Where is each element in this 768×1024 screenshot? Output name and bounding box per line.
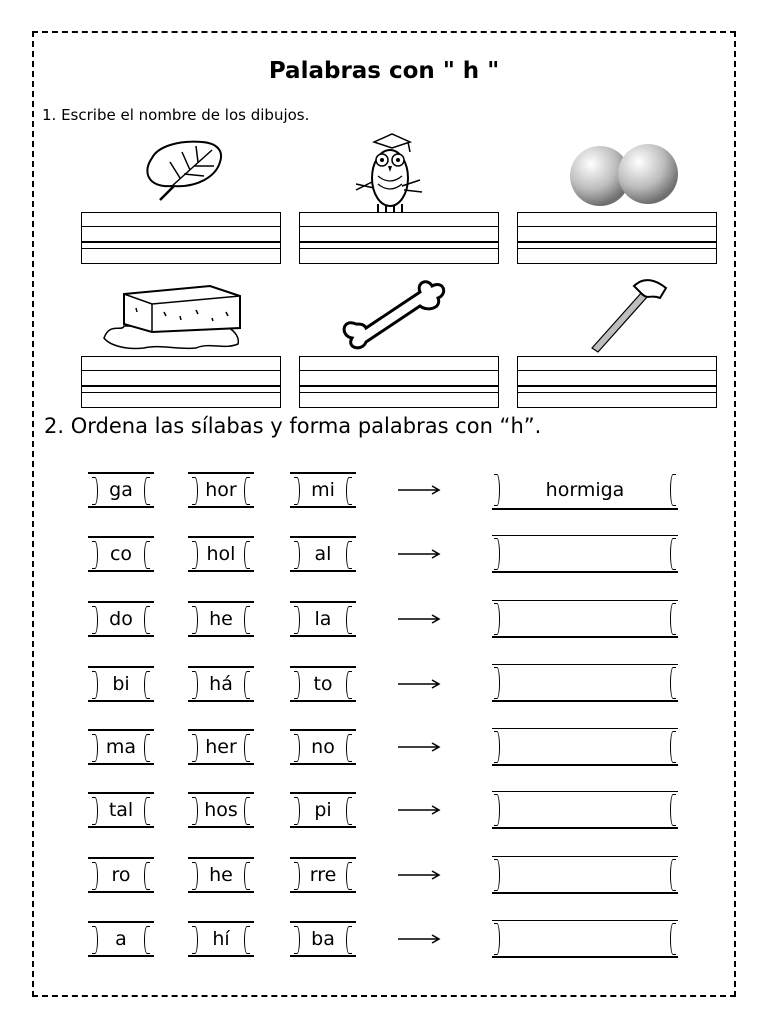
syllable-box: co: [88, 536, 154, 572]
syllable-box: la: [290, 601, 356, 637]
syllable-box: her: [188, 729, 254, 765]
answer-field[interactable]: [492, 535, 678, 573]
arrow-right-icon: [398, 614, 442, 624]
answer-field[interactable]: [492, 791, 678, 829]
write-lines-axe[interactable]: [517, 356, 717, 408]
syllable-box: hol: [188, 536, 254, 572]
answer-field[interactable]: [492, 600, 678, 638]
syllable-box: to: [290, 666, 356, 702]
arrow-right-icon: [398, 870, 442, 880]
eggs-icon: [566, 138, 682, 214]
syllable-box: bi: [88, 666, 154, 702]
answer-field[interactable]: [492, 728, 678, 766]
syllable-box: a: [88, 921, 154, 957]
instruction-1: 1. Escribe el nombre de los dibujos.: [42, 106, 310, 124]
write-lines-owl[interactable]: [299, 212, 499, 264]
answer-field[interactable]: [492, 920, 678, 958]
write-lines-eggs[interactable]: [517, 212, 717, 264]
arrow-right-icon: [398, 934, 442, 944]
arrow-right-icon: [398, 679, 442, 689]
syllable-box: hor: [188, 472, 254, 508]
syllable-box: mi: [290, 472, 356, 508]
syllable-box: ma: [88, 729, 154, 765]
page-title: Palabras con " h ": [268, 58, 500, 84]
instruction-2: 2. Ordena las sílabas y forma palabras con “h”.: [44, 414, 542, 438]
syllable-box: al: [290, 536, 356, 572]
write-lines-ice[interactable]: [81, 356, 281, 408]
syllable-box: ba: [290, 921, 356, 957]
syllable-box: ro: [88, 857, 154, 893]
syllable-box: do: [88, 601, 154, 637]
leaf-icon: [140, 136, 230, 212]
syllable-box: pi: [290, 792, 356, 828]
ice-block-icon: [100, 278, 248, 358]
axe-icon: [586, 274, 676, 358]
syllable-box: rre: [290, 857, 356, 893]
arrow-right-icon: [398, 742, 442, 752]
arrow-right-icon: [398, 549, 442, 559]
answer-field[interactable]: [492, 856, 678, 894]
syllable-box: hí: [188, 921, 254, 957]
syllable-box: no: [290, 729, 356, 765]
arrow-right-icon: [398, 805, 442, 815]
write-lines-leaf[interactable]: [81, 212, 281, 264]
syllable-box: hos: [188, 792, 254, 828]
syllable-box: há: [188, 666, 254, 702]
arrow-right-icon: [398, 485, 442, 495]
answer-field[interactable]: hormiga: [492, 472, 678, 510]
bone-icon: [336, 278, 452, 356]
owl-icon: [352, 130, 424, 218]
syllable-box: he: [188, 857, 254, 893]
syllable-box: ga: [88, 472, 154, 508]
syllable-box: tal: [88, 792, 154, 828]
write-lines-bone[interactable]: [299, 356, 499, 408]
syllable-box: he: [188, 601, 254, 637]
answer-field[interactable]: [492, 664, 678, 702]
